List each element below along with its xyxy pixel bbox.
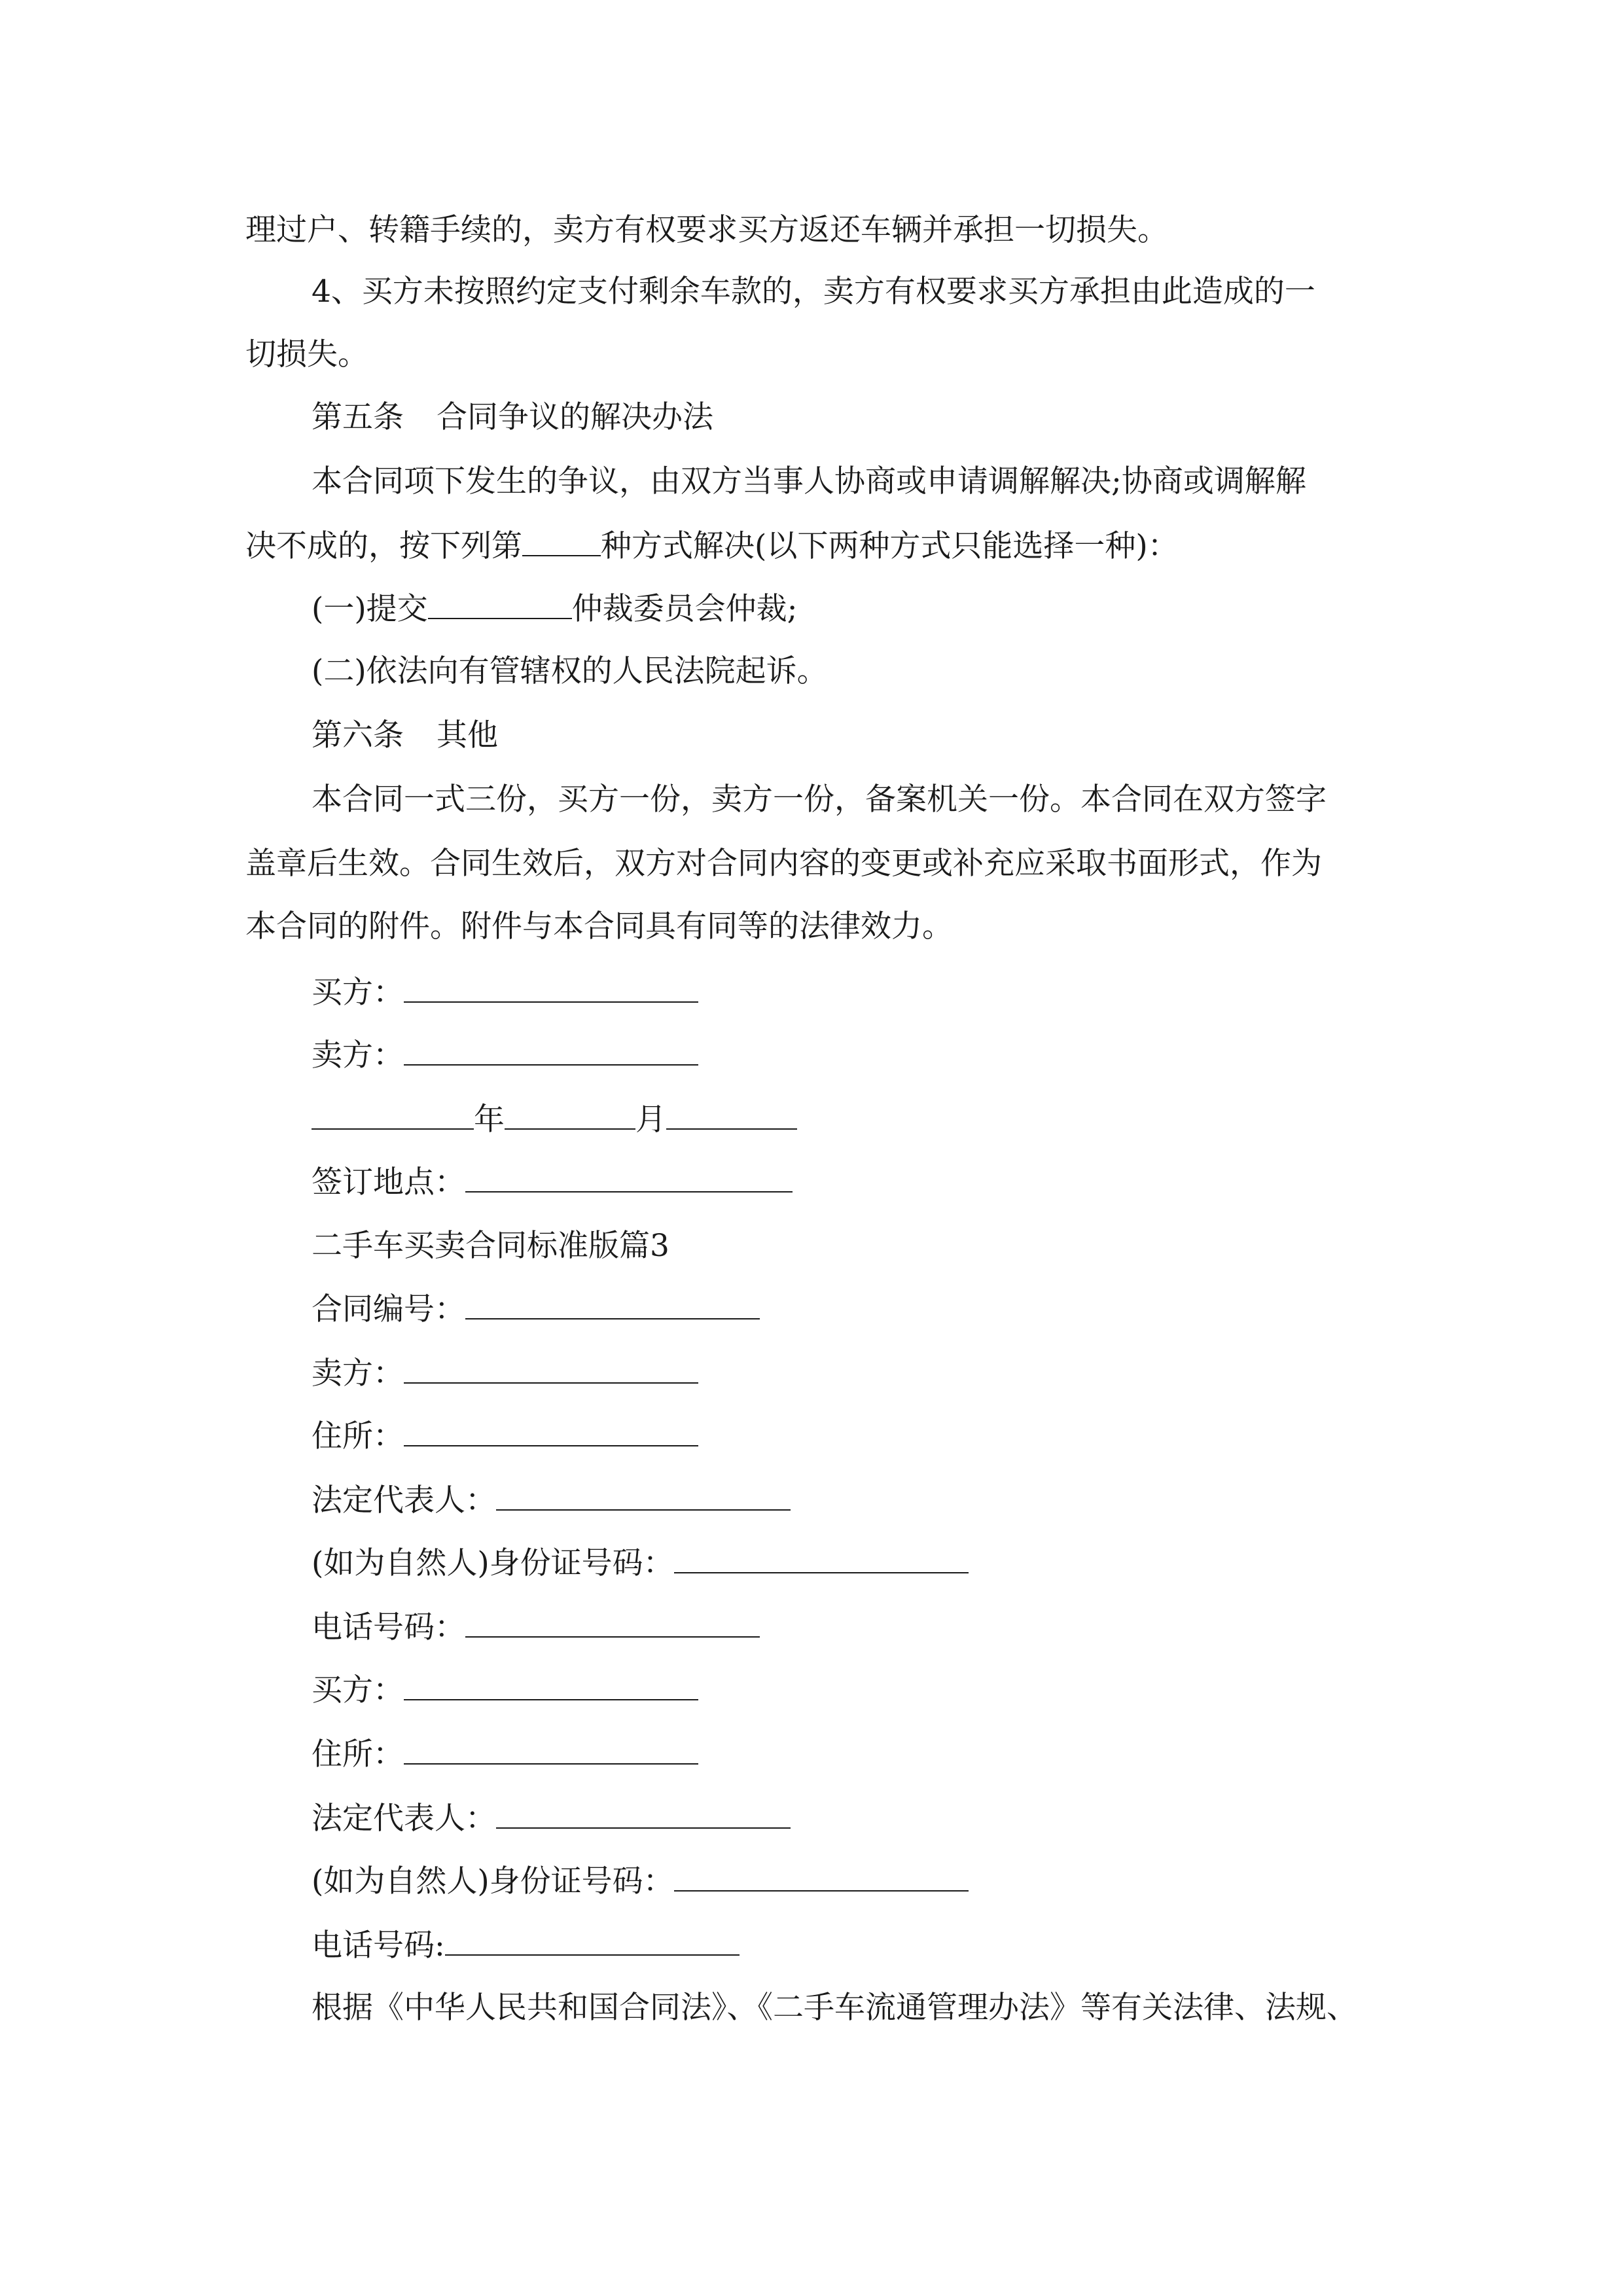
signature-field <box>312 973 698 1012</box>
field-label: 买方： <box>312 975 404 1011</box>
field-label: (如为自然人)身份证号码： <box>312 1545 674 1581</box>
day-blank <box>666 1100 797 1130</box>
form-field <box>312 1543 969 1583</box>
month-blank <box>505 1100 635 1130</box>
article-number: 第六条 <box>312 717 404 753</box>
paragraph-line: 盖章后生效。合同生效后，双方对合同内容的变更或补充应采取书面形式，作为 <box>245 846 1322 882</box>
paragraph-line: 4、买方未按照约定支付剩余车款的，卖方有权要求买方承担由此造成的一 <box>312 274 1315 310</box>
year-label: 年 <box>474 1102 505 1138</box>
field-label: 住所： <box>312 1418 404 1454</box>
form-field <box>312 1607 760 1647</box>
year-blank <box>312 1100 474 1130</box>
option-line <box>312 589 798 628</box>
paragraph-line: 理过户、转籍手续的，卖方有权要求买方返还车辆并承担一切损失。 <box>245 212 1168 248</box>
fill-blank <box>428 589 572 619</box>
text-segment: 决不成的，按下列第 <box>245 528 522 564</box>
field-label: 法定代表人： <box>312 1482 496 1518</box>
fill-blank <box>465 1162 793 1193</box>
fill-blank <box>404 1670 698 1700</box>
field-label: 法定代表人： <box>312 1801 496 1837</box>
fill-blank <box>404 1416 698 1446</box>
date-field <box>312 1100 797 1139</box>
field-label: 买方： <box>312 1672 404 1708</box>
form-field <box>312 1289 760 1329</box>
field-label: 住所： <box>312 1736 404 1772</box>
fill-blank <box>404 1354 698 1384</box>
paragraph-line: 本合同项下发生的争议，由双方当事人协商或申请调解解决;协商或调解解 <box>312 463 1306 499</box>
option-line: (二)依法向有管辖权的人民法院起诉。 <box>312 653 828 689</box>
form-field <box>312 1480 791 1520</box>
text-segment: 种方式解决(以下两种方式只能选择一种)： <box>601 528 1179 564</box>
article-heading <box>312 716 498 755</box>
fill-blank <box>465 1607 760 1638</box>
text-segment: (一)提交 <box>312 591 428 627</box>
paragraph-line <box>245 526 1179 565</box>
fill-blank <box>496 1480 791 1511</box>
field-label: 卖方： <box>312 1037 404 1073</box>
paragraph-line: 本合同的附件。附件与本合同具有同等的法律效力。 <box>245 908 953 944</box>
fill-blank <box>445 1926 740 1956</box>
fill-blank <box>465 1289 760 1319</box>
form-field <box>312 1861 969 1901</box>
signature-field <box>312 1035 698 1075</box>
form-field <box>312 1799 791 1838</box>
fill-blank <box>404 1035 698 1066</box>
text-segment: 仲裁委员会仲裁; <box>571 591 798 627</box>
fill-blank <box>522 526 601 556</box>
fill-blank <box>404 1734 698 1765</box>
signature-field <box>312 1162 793 1202</box>
field-label: 卖方： <box>312 1355 404 1391</box>
month-label: 月 <box>635 1102 666 1138</box>
article-title: 合同争议的解决办法 <box>437 399 713 435</box>
article-title: 其他 <box>437 717 498 753</box>
field-label: 合同编号： <box>312 1291 465 1327</box>
form-field <box>312 1354 698 1393</box>
form-field <box>312 1734 698 1774</box>
article-number: 第五条 <box>312 399 404 435</box>
fill-blank <box>674 1861 969 1892</box>
fill-blank <box>496 1799 791 1829</box>
form-field <box>312 1926 740 1965</box>
field-label: 签订地点： <box>312 1164 465 1200</box>
fill-blank <box>674 1543 969 1573</box>
article-heading <box>312 398 713 437</box>
fill-blank <box>404 973 698 1003</box>
form-field <box>312 1416 698 1456</box>
form-field <box>312 1670 698 1710</box>
field-label: (如为自然人)身份证号码： <box>312 1863 674 1899</box>
field-label: 电话号码： <box>312 1609 465 1645</box>
paragraph-line: 根据《中华人民共和国合同法》、《二手车流通管理办法》等有关法律、法规、 <box>312 1990 1357 2026</box>
section-heading: 二手车买卖合同标准版篇3 <box>312 1228 669 1264</box>
paragraph-line: 本合同一式三份，买方一份，卖方一份，备案机关一份。本合同在双方签字 <box>312 781 1327 817</box>
field-label: 电话号码: <box>312 1928 445 1964</box>
paragraph-line: 切损失。 <box>245 336 368 372</box>
